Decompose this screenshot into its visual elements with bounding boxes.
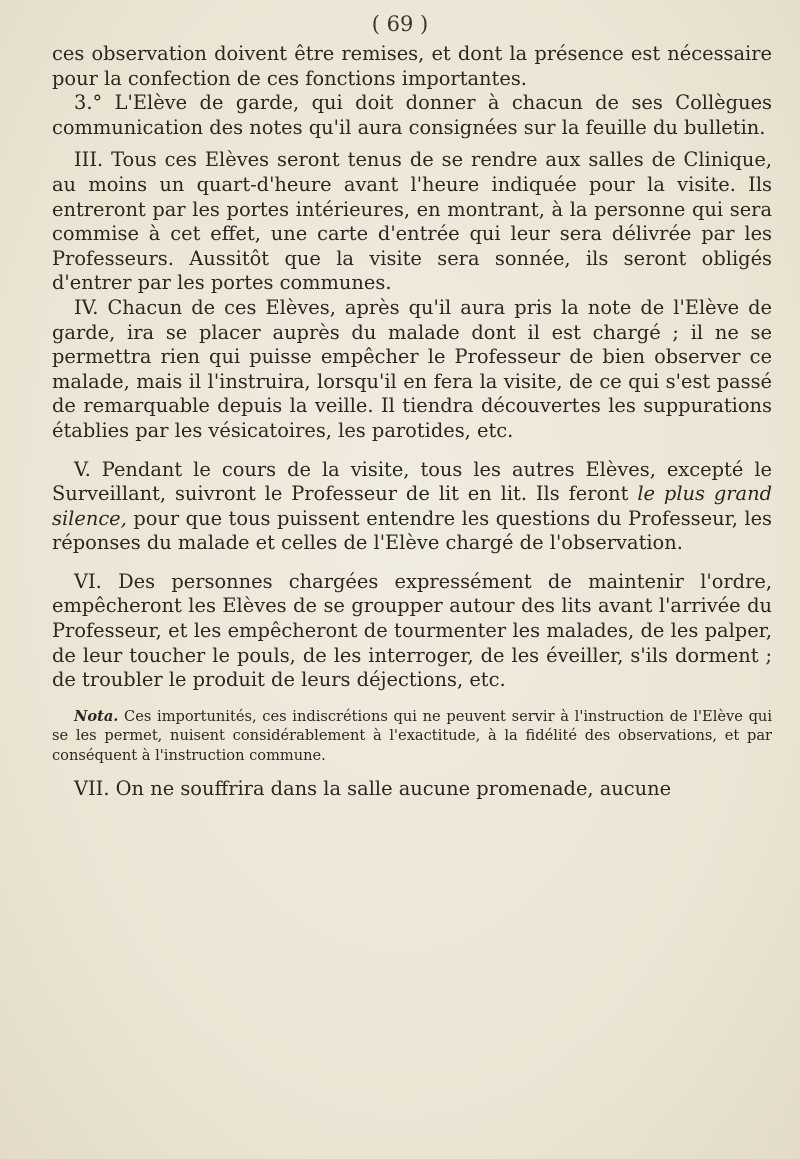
paragraph-article-5: [52, 458, 772, 556]
paragraph-article-3: III. Tous ces Elèves seront tenus de se rendre aux salles de Clinique, au moins un quart-d'heure avant l'heure indiquée pour la visite. Ils entreront par les portes intérieures, en montrant, à la personne qui sera commise à cet effet, une carte d'entrée qui leur sera délivrée par les Professeurs. Aussitôt que la visite sera sonnée, ils seront obligés d'entrer par les portes communes.: [52, 148, 772, 295]
footnote: [52, 707, 772, 766]
paragraph-article-4: IV. Chacun de ces Elèves, après qu'il aura pris la note de l'Elève de garde, ira se placer auprès du malade dont il est chargé ; il ne se permettra rien qui puisse empêcher le Professeur de bien observer ce malade, mais il l'instruira, lorsqu'il en fera la visite, de ce qui s'est passé de remarquable depuis la veille. Il tiendra découvertes les suppurations établies par les vésicatoires, les parotides, etc.: [52, 295, 772, 442]
page-text: [52, 42, 772, 802]
note-text: Ces importunités, ces indiscrétions qui ne peuvent servir à l'instruction de l'Elève qui se les permet, nuisent considérablement à l'exactitude, à la fidélité des observations, et par conséquent à l'instruction commune.: [52, 707, 772, 764]
paragraph-article-7: VII. On ne souffrira dans la salle aucune promenade, aucune: [74, 777, 672, 801]
paragraph-continuation: ces observation doivent être remises, et dont la présence est nécessaire pour la confection de ces fonctions importantes.: [52, 42, 772, 90]
paragraph-item-3: 3.° L'Elève de garde, qui doit donner à chacun de ses Collègues communication des notes qu'il aura consignées sur la feuille du bulletin.: [52, 91, 772, 139]
article-5-emphasis: le plus grand silence,: [52, 482, 772, 530]
article-5-text-start: V. Pendant le cours de la visite, tous les autres Elèves, excepté le Surveillant, suivront le Professeur de lit en lit. Ils feront: [52, 457, 772, 506]
article-5-text-end: pour que tous puissent entendre les questions du Professeur, les réponses du malade et celles de l'Elève chargé de l'observation.: [52, 506, 772, 555]
note-label: Nota.: [74, 707, 119, 725]
page-number: ( 69 ): [371, 12, 429, 36]
paragraph-article-6: VI. Des personnes chargées expressément de maintenir l'ordre, empêcheront les Elèves de se groupper autour des lits avant l'arrivée du Professeur, et les empêcheront de tourmenter les malades, de les palper, de leur toucher le pouls, de les interroger, de les éveiller, s'ils dorment ; de troubler le produit de leurs déjections, etc.: [52, 569, 772, 692]
